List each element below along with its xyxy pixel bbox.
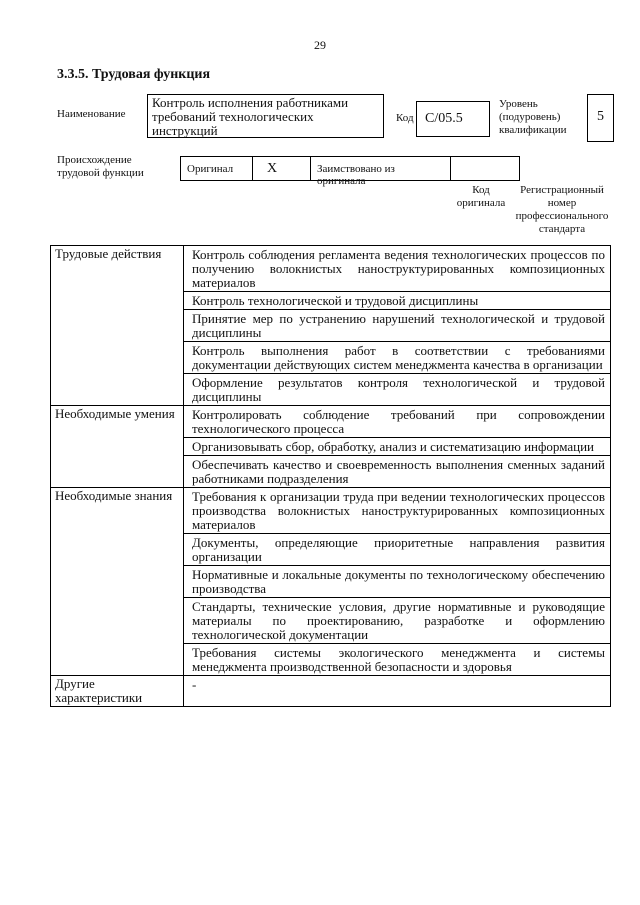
list-item: Стандарты, технические условия, другие нормативные и руководящие материалы по проектированию, разработке и оформлению технологической документации — [184, 598, 610, 644]
origin-label: Происхождение трудовой функции — [57, 154, 144, 179]
table-row — [51, 406, 611, 488]
list-item: Обеспечивать качество и своевременность выполнения сменных заданий работниками подразделения — [192, 457, 605, 486]
code-label: Код — [396, 112, 414, 124]
table-row — [51, 246, 611, 406]
row-items — [184, 488, 611, 676]
list-item: Требования системы экологического менеджмента и системы менеджмента производственной безопасности и здоровья — [192, 645, 605, 674]
original-label: Оригинал — [181, 157, 253, 180]
list-item: Документы, определяющие приоритетные направления развития организации — [184, 534, 610, 566]
row-items — [184, 246, 611, 406]
table-row — [51, 488, 611, 676]
level-label: Уровень (подуровень) квалификации — [499, 98, 567, 136]
row-heading: Необходимые умения — [51, 406, 184, 488]
original-mark: Х — [253, 157, 311, 180]
function-code-box: С/05.5 — [416, 101, 490, 137]
list-item: Нормативные и локальные документы по технологическому обеспечению производства — [184, 566, 610, 598]
name-label: Наименование — [57, 108, 126, 120]
borrowed-empty-cell — [451, 157, 521, 180]
borrowed-label: Заимствовано из оригинала — [311, 157, 451, 180]
list-item: - — [192, 677, 197, 692]
list-item: Контроль соблюдения регламента ведения технологических процессов по получению волокнистых наноструктурированных композиционных материалов — [184, 246, 610, 292]
list-item: Контролировать соблюдение требований при сопровождении технологического процесса — [184, 406, 610, 438]
list-item: Контроль технологической и трудовой дисциплины — [184, 292, 610, 310]
list-item: Принятие мер по устранению нарушений технологической и трудовой дисциплины — [184, 310, 610, 342]
code-original-caption: Код оригинала — [456, 184, 506, 209]
row-items — [184, 676, 611, 707]
origin-table — [180, 156, 520, 187]
page-number: 29 — [314, 38, 326, 52]
function-details-table — [50, 245, 611, 707]
table-row — [51, 676, 611, 707]
section-title: 3.3.5. Трудовая функция — [57, 67, 211, 82]
row-items — [184, 406, 611, 488]
row-heading: Необходимые знания — [51, 488, 184, 676]
list-item: Требования к организации труда при ведении технологических процессов производства волокнистых наноструктурированных композиционных материалов — [184, 488, 610, 534]
reg-number-caption: Регистрационный номер профессионального стандарта — [515, 184, 609, 235]
row-heading: Трудовые действия — [51, 246, 184, 406]
qualification-level-box: 5 — [587, 94, 614, 142]
list-item: Контроль выполнения работ в соответствии с требованиями документации действующих систем менеджмента качества в организации — [184, 342, 610, 374]
function-name-box: Контроль исполнения работниками требований технологических инструкций — [147, 94, 384, 138]
list-item: Оформление результатов контроля технологической и трудовой дисциплины — [192, 375, 605, 404]
list-item: Организовывать сбор, обработку, анализ и систематизацию информации — [184, 438, 610, 456]
row-heading: Другие характеристики — [51, 676, 184, 707]
